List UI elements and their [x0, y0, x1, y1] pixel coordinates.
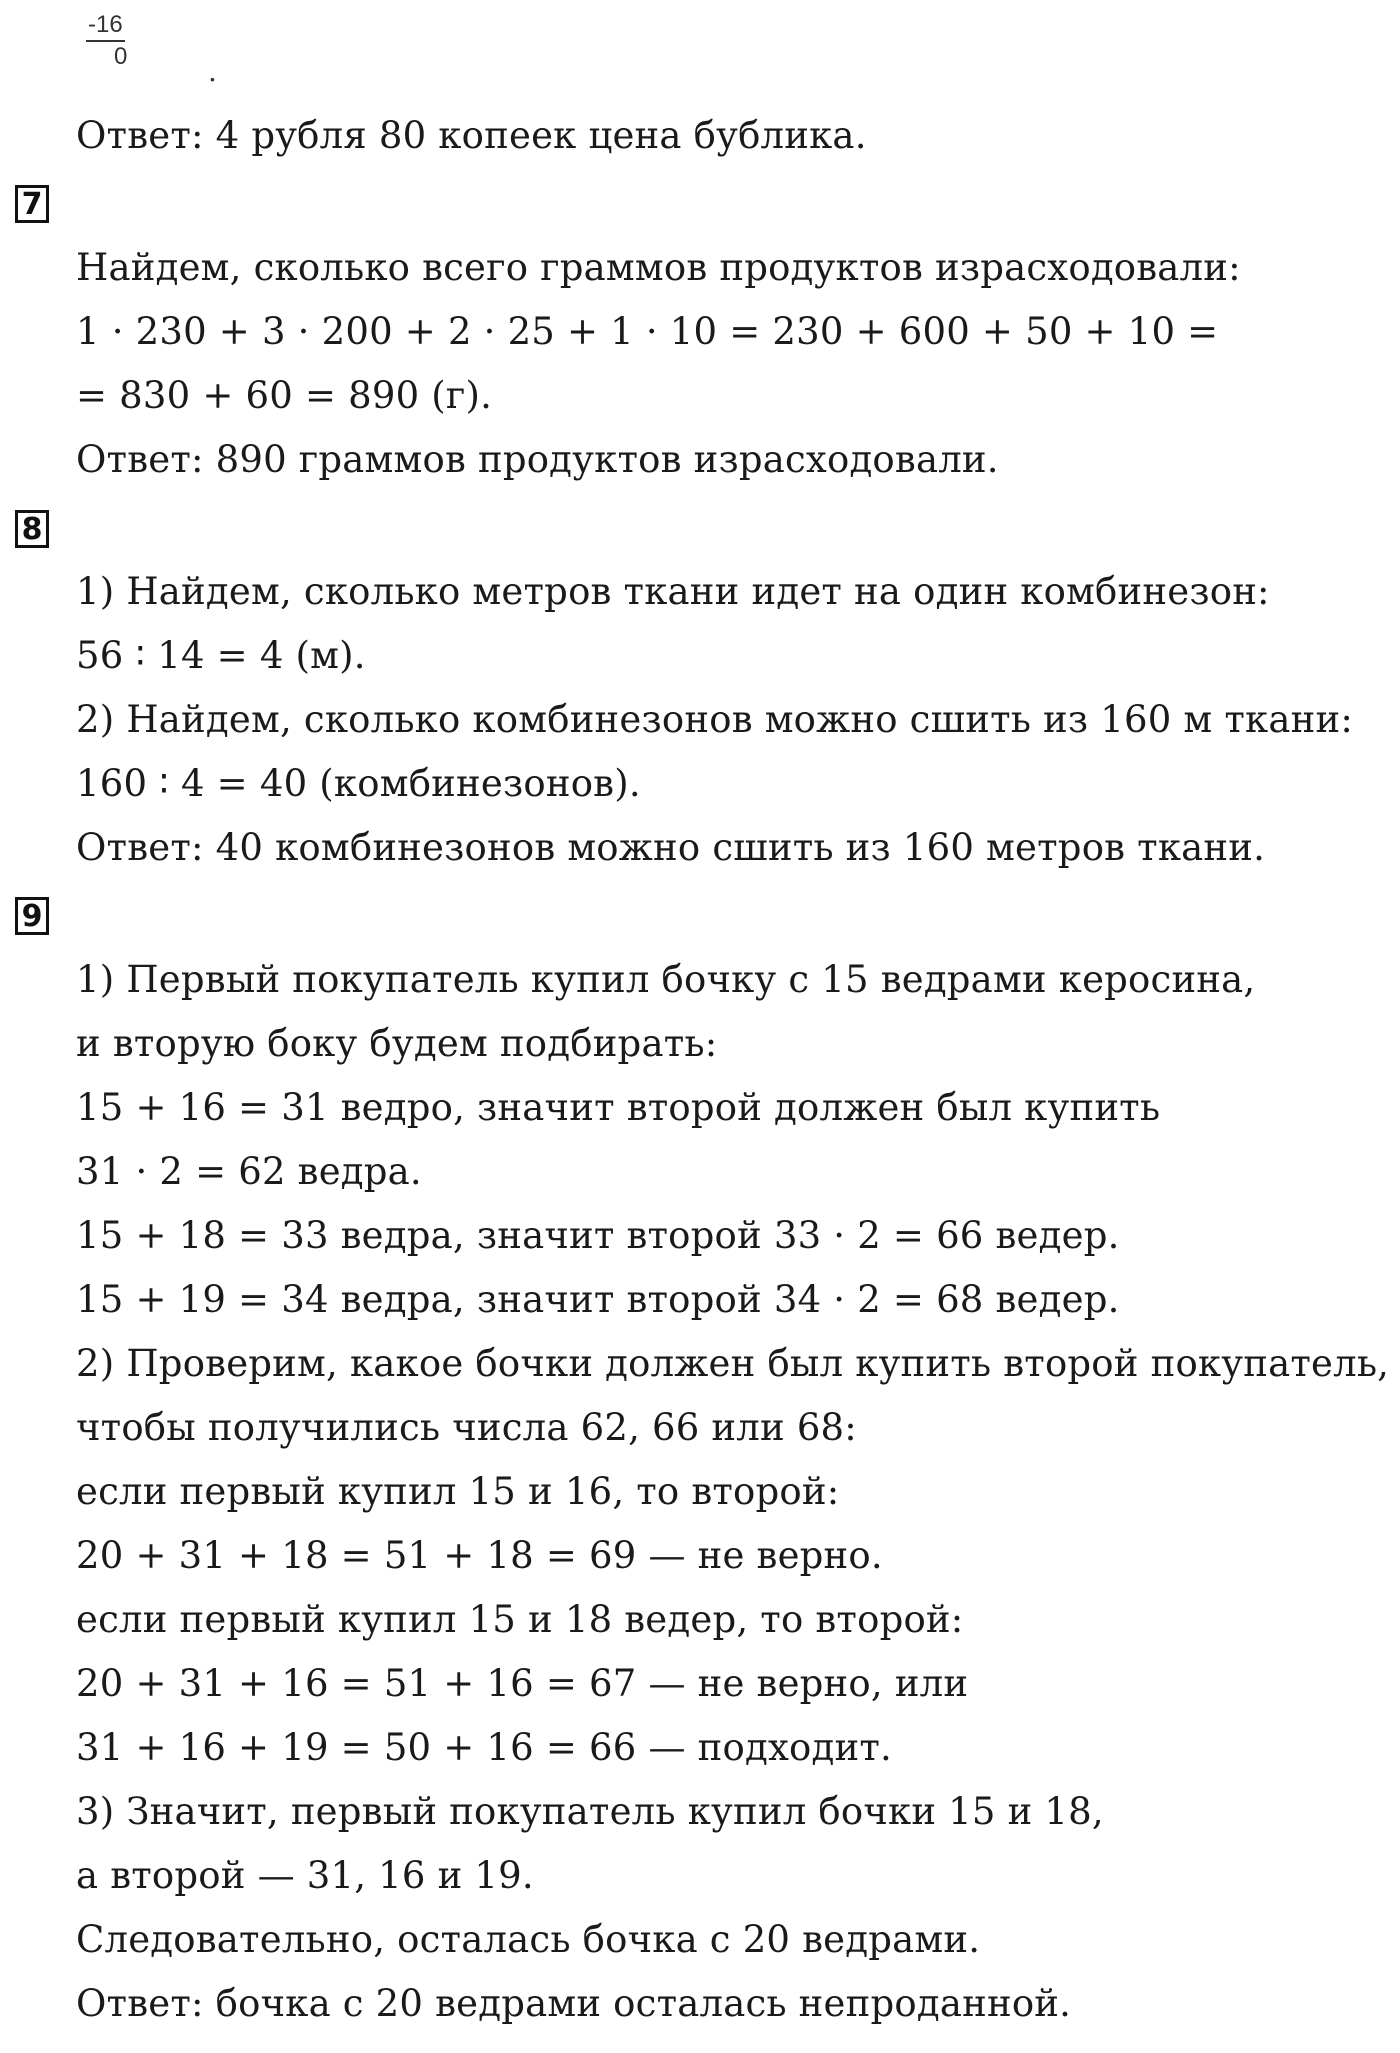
task9-line: Следовательно, осталась бочка с 20 ведрами. [76, 1918, 981, 1961]
division-remainder: 0 [114, 43, 128, 70]
task9-line: 3) Значит, первый покупатель купил бочки 15 и 18, [76, 1790, 1104, 1833]
task9-answer: Ответ: бочка с 20 ведрами осталась непроданной. [76, 1982, 1072, 2025]
task9-line: 15 + 19 = 34 ведра, значит второй 34 · 2 = 68 ведер. [76, 1278, 1120, 1321]
task-number-8: 8 [15, 510, 49, 548]
task7-line: 1 · 230 + 3 · 200 + 2 · 25 + 1 · 10 = 230 + 600 + 50 + 10 = [76, 310, 1219, 353]
task6-answer: Ответ: 4 рубля 80 копеек цена бублика. [76, 114, 867, 157]
task9-line: чтобы получились числа 62, 66 или 68: [76, 1406, 857, 1449]
task7-answer: Ответ: 890 граммов продуктов израсходовали. [76, 438, 999, 481]
task9-line: 1) Первый покупатель купил бочку с 15 ведрами керосина, [76, 958, 1256, 1001]
long-division-fragment [86, 10, 132, 72]
task-number-9: 9 [15, 897, 49, 935]
task8-line: 56 ∶ 14 = 4 (м). [76, 634, 366, 677]
task8-line: 2) Найдем, сколько комбинезонов можно сшить из 160 м ткани: [76, 698, 1354, 741]
task9-line: 15 + 16 = 31 ведро, значит второй должен был купить [76, 1086, 1161, 1129]
task8-line: 160 ∶ 4 = 40 (комбинезонов). [76, 762, 641, 805]
task9-line: 20 + 31 + 18 = 51 + 18 = 69 — не верно. [76, 1534, 883, 1577]
task9-line: 20 + 31 + 16 = 51 + 16 = 67 — не верно, или [76, 1662, 969, 1705]
task9-line: 31 · 2 = 62 ведра. [76, 1150, 422, 1193]
task9-line: если первый купил 15 и 16, то второй: [76, 1470, 840, 1513]
division-subtrahend: -16 [86, 10, 125, 42]
task9-line: и вторую боку будем подбирать: [76, 1022, 718, 1065]
task9-line: 2) Проверим, какое бочки должен был купить второй покупатель, [76, 1342, 1390, 1385]
task8-line: 1) Найдем, сколько метров ткани идет на один комбинезон: [76, 570, 1270, 613]
task7-line: = 830 + 60 = 890 (г). [76, 374, 493, 417]
trailing-dot: . [208, 55, 217, 88]
task-number-7: 7 [15, 185, 49, 223]
task9-line: 31 + 16 + 19 = 50 + 16 = 66 — подходит. [76, 1726, 892, 1769]
task8-answer: Ответ: 40 комбинезонов можно сшить из 160 метров ткани. [76, 826, 1266, 869]
task7-line: Найдем, сколько всего граммов продуктов израсходовали: [76, 246, 1241, 289]
task9-line: 15 + 18 = 33 ведра, значит второй 33 · 2 = 66 ведер. [76, 1214, 1120, 1257]
task9-line: а второй — 31, 16 и 19. [76, 1854, 534, 1897]
task9-line: если первый купил 15 и 18 ведер, то второй: [76, 1598, 964, 1641]
